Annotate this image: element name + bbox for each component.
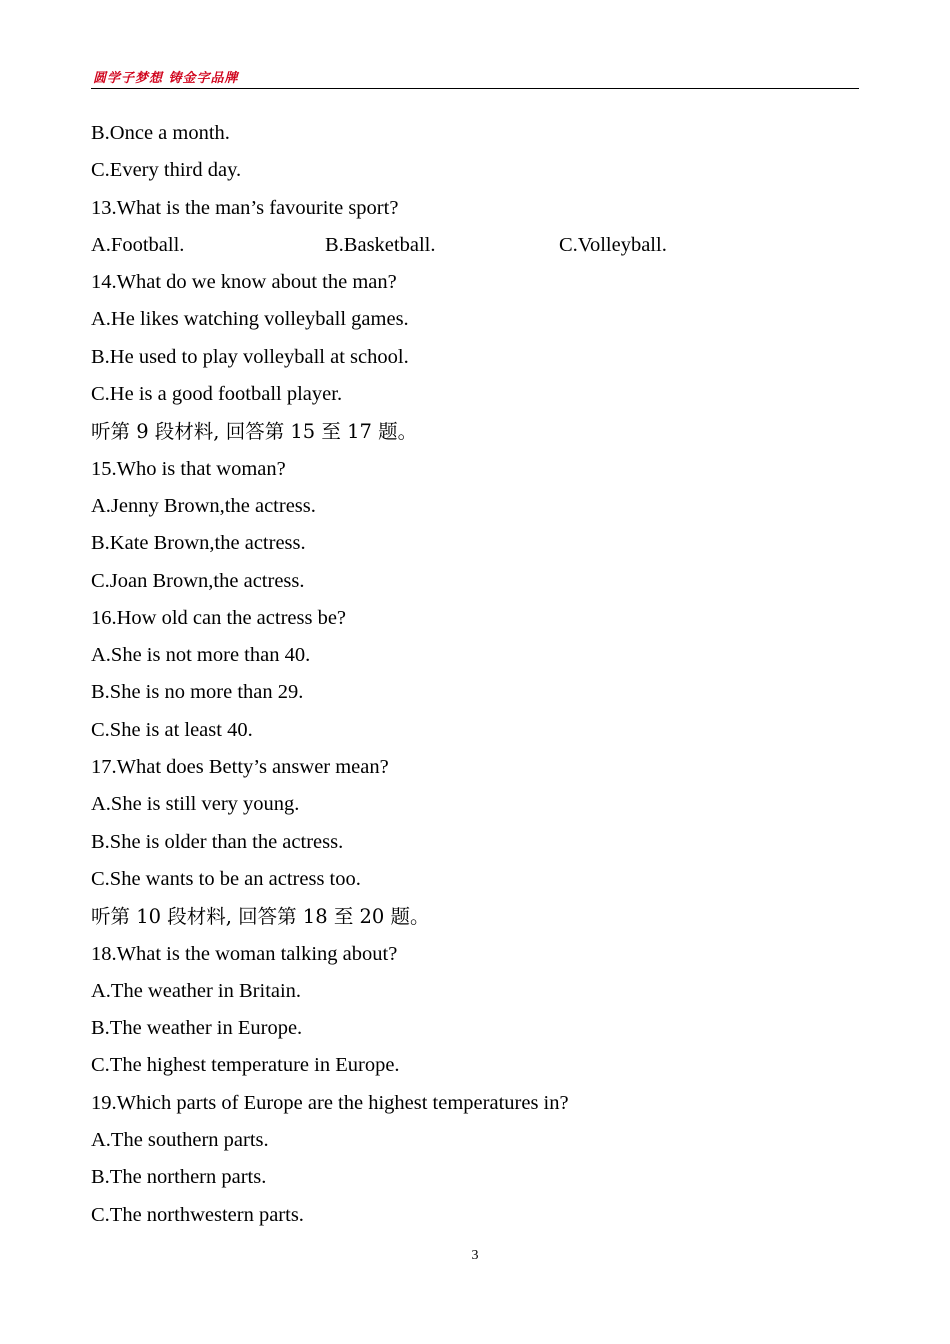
page-header (91, 66, 859, 89)
option-line: C.The northwestern parts. (91, 1203, 304, 1226)
option-line: A.He likes watching volleyball games. (91, 308, 409, 331)
option-line: A.She is still very young. (91, 793, 300, 816)
option-line: B.The weather in Europe. (91, 1017, 303, 1040)
question-13: 13.What is the man’s favourite sport? (91, 196, 399, 219)
section-instruction: 听第 9 段材料, 回答第 15 至 17 题。 (91, 420, 418, 444)
option-line: C.The highest temperature in Europe. (91, 1054, 400, 1077)
option-line: C.Joan Brown,the actress. (91, 569, 305, 592)
section-instruction: 听第 10 段材料, 回答第 18 至 20 题。 (91, 905, 430, 929)
question-14: 14.What do we know about the man? (91, 271, 397, 294)
page-content (91, 115, 859, 1234)
option-a: A.Football. (91, 233, 185, 256)
option-b: B.Basketball. (325, 233, 436, 256)
question-15: 15.Who is that woman? (91, 457, 286, 480)
option-c: C.Volleyball. (559, 233, 667, 256)
option-line: B.Kate Brown,the actress. (91, 532, 306, 555)
option-line: B.The northern parts. (91, 1166, 267, 1189)
option-line: C.Every third day. (91, 159, 242, 182)
header-slogan: 圆学子梦想 铸金字品牌 (93, 71, 239, 86)
option-line: B.He used to play volleyball at school. (91, 345, 409, 368)
question-16: 16.How old can the actress be? (91, 606, 347, 629)
option-line: B.She is no more than 29. (91, 681, 304, 704)
option-line: C.She wants to be an actress too. (91, 867, 361, 890)
question-18: 18.What is the woman talking about? (91, 942, 398, 965)
question-19: 19.Which parts of Europe are the highest temperatures in? (91, 1091, 569, 1114)
question-13-options (91, 227, 859, 264)
option-line: B.She is older than the actress. (91, 830, 344, 853)
option-line: C.He is a good football player. (91, 383, 343, 406)
option-line: B.Once a month. (91, 122, 230, 144)
option-line: A.She is not more than 40. (91, 644, 311, 667)
page-number: 3 (471, 1248, 479, 1263)
option-line: A.The weather in Britain. (91, 979, 302, 1002)
option-line: A.The southern parts. (91, 1129, 269, 1152)
option-line: C.She is at least 40. (91, 718, 253, 741)
option-line: A.Jenny Brown,the actress. (91, 494, 316, 517)
question-17: 17.What does Betty’s answer mean? (91, 756, 389, 779)
